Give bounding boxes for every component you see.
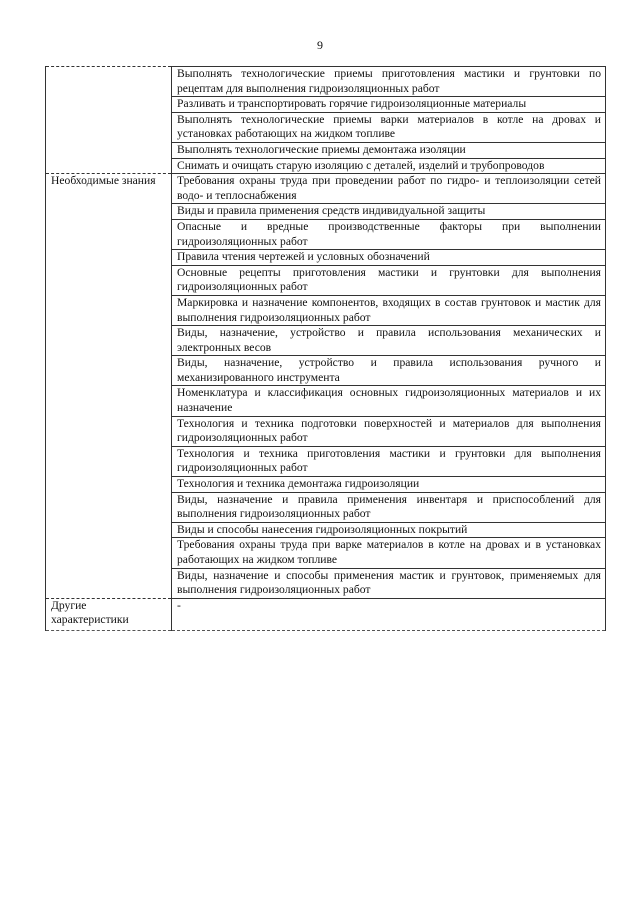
knowledge-item: Правила чтения чертежей и условных обозначений: [172, 250, 606, 266]
knowledge-item: Виды, назначение, устройство и правила использования механических и электронных весов: [172, 326, 606, 356]
knowledge-item: Опасные и вредные производственные факторы при выполнении гидроизоляционных работ: [172, 219, 606, 249]
knowledge-item: Технология и техника демонтажа гидроизоляции: [172, 477, 606, 493]
knowledge-item: Требования охраны труда при варке материалов в котле на дровах и в установках работающих на жидком топливе: [172, 538, 606, 568]
skills-label-cell: [46, 67, 172, 174]
knowledge-item: Маркировка и назначение компонентов, входящих в состав грунтовок и мастик для выполнения гидроизоляционных работ: [172, 295, 606, 325]
skill-item: Выполнять технологические приемы приготовления мастики и грунтовки по рецептам для выполнения гидроизоляционных работ: [172, 67, 606, 97]
skill-item: Выполнять технологические приемы демонтажа изоляции: [172, 142, 606, 158]
page-number: 9: [317, 38, 323, 52]
skill-item: Разливать и транспортировать горячие гидроизоляционные материалы: [172, 97, 606, 113]
knowledge-item: Виды, назначение, устройство и правила использования ручного и механизированного инструмента: [172, 356, 606, 386]
other-label-cell: [46, 598, 172, 630]
knowledge-item: Виды и правила применения средств индивидуальной защиты: [172, 204, 606, 220]
knowledge-item: Требования охраны труда при проведении работ по гидро- и теплоизоляции сетей водо- и теплоснабжения: [172, 174, 606, 204]
knowledge-item: Виды и способы нанесения гидроизоляционных покрытий: [172, 522, 606, 538]
knowledge-item: Номенклатура и классификация основных гидроизоляционных материалов и их назначение: [172, 386, 606, 416]
skill-item: Снимать и очищать старую изоляцию с деталей, изделий и трубопроводов: [172, 158, 606, 174]
knowledge-item: Технология и техника подготовки поверхностей и материалов для выполнения гидроизоляционных работ: [172, 416, 606, 446]
other-label: Другие характеристики: [51, 598, 129, 627]
knowledge-item: Виды, назначение и способы применения мастик и грунтовок, применяемых для выполнения гидроизоляционных работ: [172, 568, 606, 598]
knowledge-label: Необходимые знания: [51, 174, 156, 188]
other-value: -: [172, 598, 606, 630]
knowledge-label-cell: [46, 174, 172, 599]
knowledge-item: Виды, назначение и правила применения инвентаря и приспособлений для выполнения гидроизоляционных работ: [172, 492, 606, 522]
qualification-table: [45, 66, 606, 631]
knowledge-item: Основные рецепты приготовления мастики и грунтовки для выполнения гидроизоляционных работ: [172, 265, 606, 295]
skill-item: Выполнять технологические приемы варки материалов в котле на дровах и установках работающих на жидком топливе: [172, 112, 606, 142]
knowledge-item: Технология и техника приготовления мастики и грунтовки для выполнения гидроизоляционных работ: [172, 446, 606, 476]
